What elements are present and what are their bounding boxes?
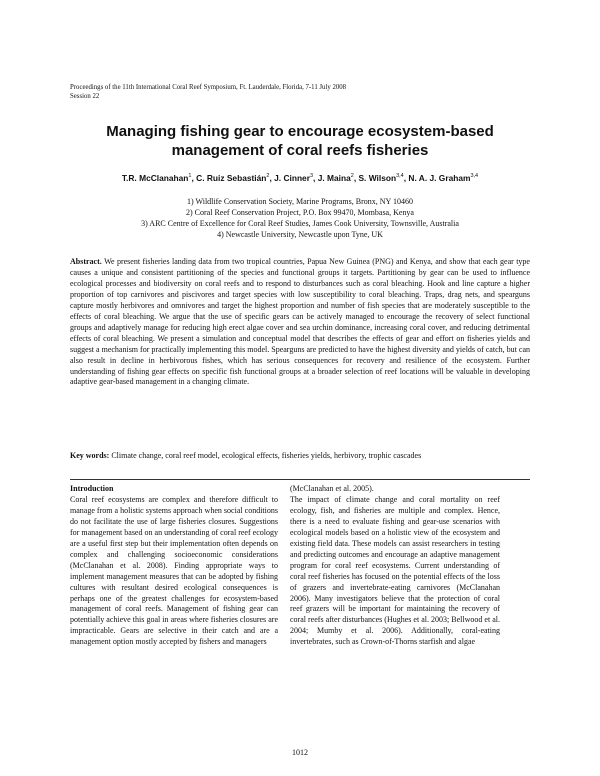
author-name: J. Cinner: [274, 173, 310, 183]
author-separator: ,: [191, 173, 197, 183]
author-list: [40, 173, 560, 183]
author-name: C. Ruiz Sebastián: [196, 173, 267, 183]
introduction-paragraph: The impact of climate change and coral mortality on reef ecology, fish, and fisheries are multiple and complex. Hence, there is a need to evaluate fishing and gear-use scenarios with ecological models based on a holistic view of the ecosystem and existing field data. These models can assist researchers in testing and predicting outcomes and encourage an adaptive management program for coral reef ecosystems. Current understanding of coral reef fisheries has focused on the potential effects of the loss of grazers and invertebrate-eating carnivores (McClanahan 2006). Many investigators believe that the protection of coral reef grazers will be important for maintaining the recovery of coral reefs after disturbances (Hughes et al. 2003; Bellwood et al. 2004; Mumby et al. 2006). Additionally, coral-eating invertebrates, such as Crown-of-Thorns starfish and algae: [290, 494, 500, 647]
author-affiliation-mark: 2: [266, 173, 270, 180]
continued-citation: (McClanahan et al. 2005).: [290, 484, 374, 493]
author: [274, 173, 318, 183]
page-number: 1012: [292, 748, 308, 757]
author: [358, 173, 408, 183]
keywords: [70, 451, 460, 462]
author: [318, 173, 359, 183]
keywords-text: Climate change, coral reef model, ecological effects, fisheries yields, herbivory, trophic cascades: [111, 451, 422, 460]
title-line-2: management of coral reefs fisheries: [171, 142, 429, 159]
affiliation: 4) Newcastle University, Newcastle upon Tyne, UK: [217, 230, 383, 240]
author-affiliation-mark: 3,4: [396, 173, 404, 180]
author-affiliation-mark: 3,4: [470, 173, 479, 180]
affiliation: 3) ARC Centre of Excellence for Coral Reef Studies, James Cook University, Townsville, Australia: [141, 219, 459, 229]
author-name: T.R. McClanahan: [121, 173, 189, 183]
author-name: N. A. J. Graham: [408, 173, 471, 183]
affiliation: 2) Coral Reef Conservation Project, P.O. Box 99470, Mombasa, Kenya: [186, 208, 414, 218]
affiliation: 1) Wildlife Conservation Society, Marine Programs, Bronx, NY 10460: [186, 197, 413, 206]
author-separator: ,: [403, 173, 409, 183]
proceedings-line: Proceedings of the 11th International Coral Reef Symposium, Ft. Lauderdale, Florida, 7-11 July 2008: [70, 84, 347, 91]
author-affiliation-mark: 1: [188, 173, 192, 180]
right-column: [290, 484, 500, 648]
abstract: [70, 257, 530, 388]
affiliation-list: [60, 196, 540, 240]
author-separator: ,: [353, 173, 359, 183]
left-column: [70, 484, 278, 648]
abstract-text: We present fisheries landing data from two tropical countries, Papua New Guinea (PNG) and Kenya, and show that each gear type causes a unique and consistent partitioning of the species and functional groups it targets. Partitioning by gear can be used to influence ecological processes and biodiversity on coral reefs and to respond to disturbances such as coral bleaching. Hook and line capture a higher proportion of top carnivores and piscivores and target species with low susceptibility to coral bleaching. Traps, drag nets, and spearguns capture mostly herbivores and omnivores and target the highest proportion and number of fish species that are moderately susceptible to the effects of coral bleaching. We argue that the use of specific gears can be actively managed to encourage the recovery of select functional groups and adaptively manage for reducing high erect algae cover and sea urchin dominance, increasing coral cover, and reducing detrimental effects of coral bleaching. We present a simulation and conceptual model that describes the effects of gear and effort on fisheries yields and suggest a mechanism for practically implementing this model. Spearguns are predicted to have the highest diversity and yields of catch, but can also result in decline in herbivorous fishes, which has serious consequences for recovery and resilience of the ecosystem. Further understanding of fishing gear effects on specific fish functional groups at a broader selection of reef locations will be valuable in developing adaptive gear-based management in a changing climate.: [70, 257, 530, 387]
author-separator: ,: [269, 173, 275, 183]
title-line-1: Managing fishing gear to encourage ecosystem-based: [106, 123, 494, 140]
author-affiliation-mark: 3: [309, 173, 314, 180]
author: [122, 173, 196, 183]
section-divider: [70, 479, 530, 480]
paper-title: [60, 122, 540, 160]
author: [196, 173, 274, 183]
author-affiliation-mark: 2: [350, 173, 354, 180]
abstract-label: Abstract.: [70, 257, 102, 266]
introduction-heading: Introduction: [70, 484, 114, 493]
author-separator: ,: [313, 173, 318, 183]
introduction-paragraph: Coral reef ecosystems are complex and therefore difficult to manage from a holistic systems approach when social conditions do not facilitate the use of large fisheries closures. Suggestions for management based on an understanding of coral reef ecology are a useful first step but their implementation often depends on complex and challenging socioeconomic considerations (McClanahan et al. 2008). Finding appropriate ways to implement management measures that can be adopted by fishing cultures with resultant desired ecological consequences is perhaps one of the greatest challenges for ecosystem-based management of coral reefs. Management of fishing gear can potentially achieve this goal in areas where fisheries closures are impracticable. Gears are selective in their catch and are a management option mostly accepted by fishers and managers: [70, 494, 278, 647]
session-line: Session 22: [70, 92, 100, 100]
keywords-label: Key words:: [70, 451, 110, 460]
author-name: J. Maina: [317, 173, 351, 183]
author: [408, 173, 478, 183]
proceedings-header: [70, 84, 346, 101]
author-name: S. Wilson: [358, 173, 397, 183]
